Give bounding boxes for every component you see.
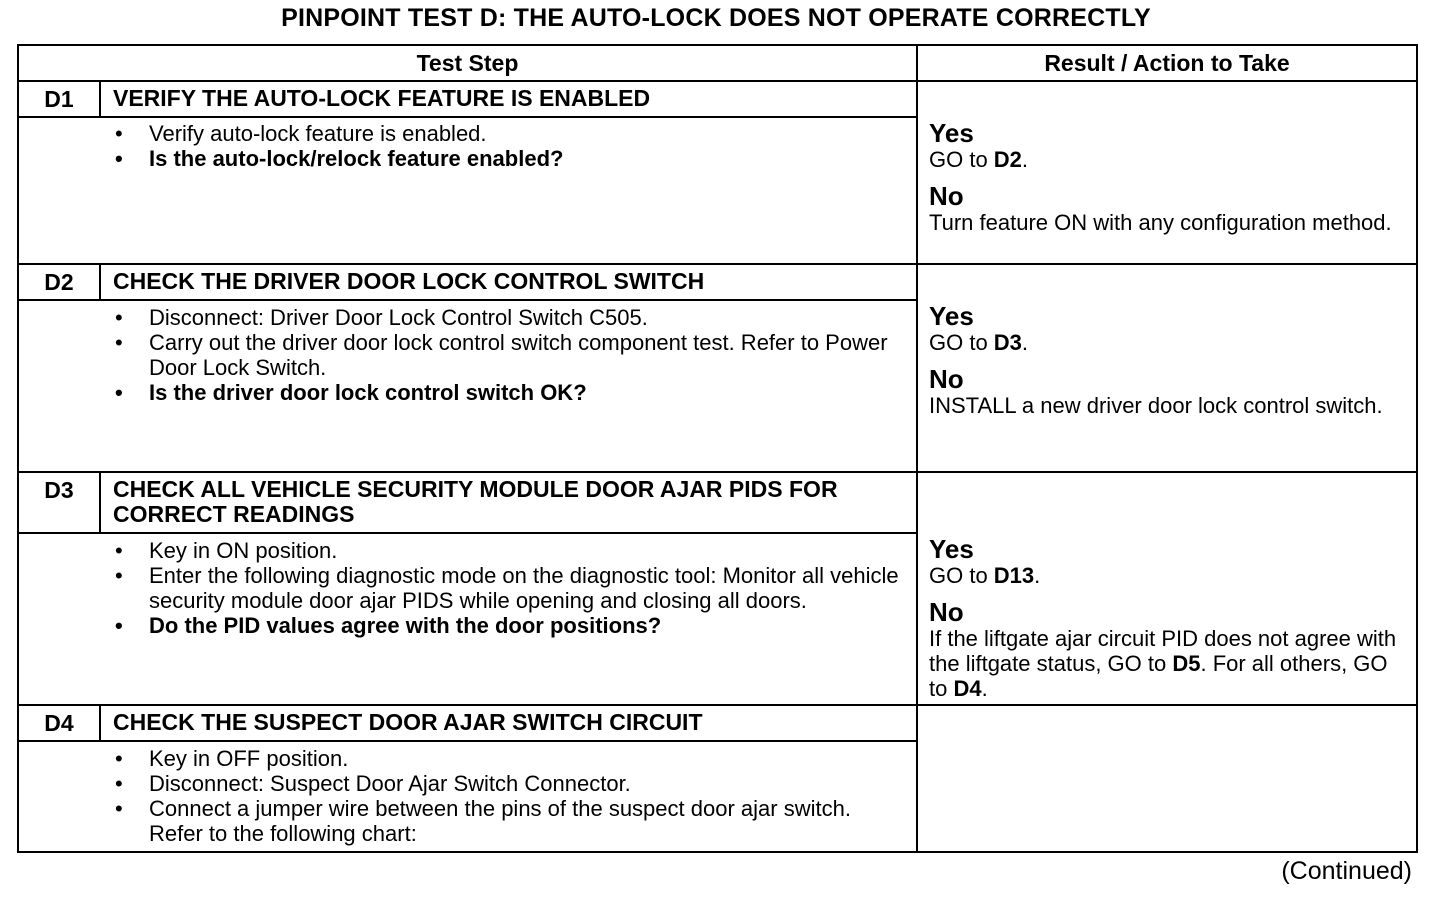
yes-label: Yes: [929, 534, 974, 564]
instruction-item: • Connect a jumper wire between the pins of the suspect door ajar switch. Refer to the following chart:: [113, 796, 903, 846]
no-action: If the liftgate ajar circuit PID does not agree with the liftgate status, GO to D5. For all others, GO to D4.: [929, 626, 1397, 701]
instruction-item: • Carry out the driver door lock control switch component test. Refer to Power Door Lock Switch.: [113, 330, 903, 380]
question-item: • Do the PID values agree with the door positions?: [113, 613, 903, 638]
yes-action: GO to D3.: [929, 330, 1029, 355]
header-test-step: Test Step: [416, 50, 519, 76]
step-id: D3: [44, 477, 74, 503]
step-instructions: [113, 538, 903, 638]
step-title: CHECK ALL VEHICLE SECURITY MODULE DOOR AJAR PIDS FOR CORRECT READINGS: [113, 476, 838, 527]
step-instructions: [113, 121, 903, 171]
step-title: VERIFY THE AUTO-LOCK FEATURE IS ENABLED: [113, 85, 651, 111]
instruction-item: • Disconnect: Driver Door Lock Control Switch C505.: [113, 305, 903, 330]
no-label: No: [929, 597, 964, 627]
step-instructions: [113, 305, 903, 405]
table-divider: [17, 299, 918, 301]
question-item: • Is the driver door lock control switch OK?: [113, 380, 903, 405]
table-divider: [99, 704, 101, 742]
step-id: D2: [44, 269, 74, 295]
table-divider: [17, 80, 1418, 82]
no-label: No: [929, 364, 964, 394]
yes-label: Yes: [929, 301, 974, 331]
table-divider: [17, 471, 1418, 473]
instruction-item: • Disconnect: Suspect Door Ajar Switch Connector.: [113, 771, 903, 796]
table-divider: [99, 471, 101, 534]
table-divider: [916, 44, 918, 853]
step-title: CHECK THE SUSPECT DOOR AJAR SWITCH CIRCUIT: [113, 709, 703, 735]
yes-label: Yes: [929, 118, 974, 148]
step-instructions: [113, 746, 903, 846]
page-title: PINPOINT TEST D: THE AUTO-LOCK DOES NOT OPERATE CORRECTLY: [281, 4, 1151, 32]
step-id: D1: [44, 86, 74, 112]
instruction-item: • Verify auto-lock feature is enabled.: [113, 121, 903, 146]
step-id: D4: [44, 710, 74, 736]
yes-action: GO to D2.: [929, 147, 1029, 172]
table-divider: [17, 704, 1418, 706]
table-divider: [99, 80, 101, 118]
no-label: No: [929, 181, 964, 211]
table-divider: [17, 740, 918, 742]
result-block: [929, 119, 1399, 235]
table-divider: [99, 263, 101, 301]
instruction-item: • Key in ON position.: [113, 538, 903, 563]
table-divider: [17, 263, 1418, 265]
table-divider: [17, 116, 918, 118]
table-divider: [17, 532, 918, 534]
header-result: Result / Action to Take: [1044, 50, 1290, 76]
result-block: [929, 535, 1399, 701]
no-action: INSTALL a new driver door lock control switch.: [929, 393, 1383, 418]
instruction-item: • Key in OFF position.: [113, 746, 903, 771]
yes-action: GO to D13.: [929, 563, 1041, 588]
result-block: [929, 302, 1399, 418]
continued-label: (Continued): [1281, 857, 1412, 885]
step-title: CHECK THE DRIVER DOOR LOCK CONTROL SWITCH: [113, 268, 705, 294]
instruction-item: • Enter the following diagnostic mode on the diagnostic tool: Monitor all vehicle security module door ajar PIDS while opening and closing all doors.: [113, 563, 903, 613]
no-action: Turn feature ON with any configuration method.: [929, 210, 1392, 235]
question-item: • Is the auto-lock/relock feature enabled?: [113, 146, 903, 171]
